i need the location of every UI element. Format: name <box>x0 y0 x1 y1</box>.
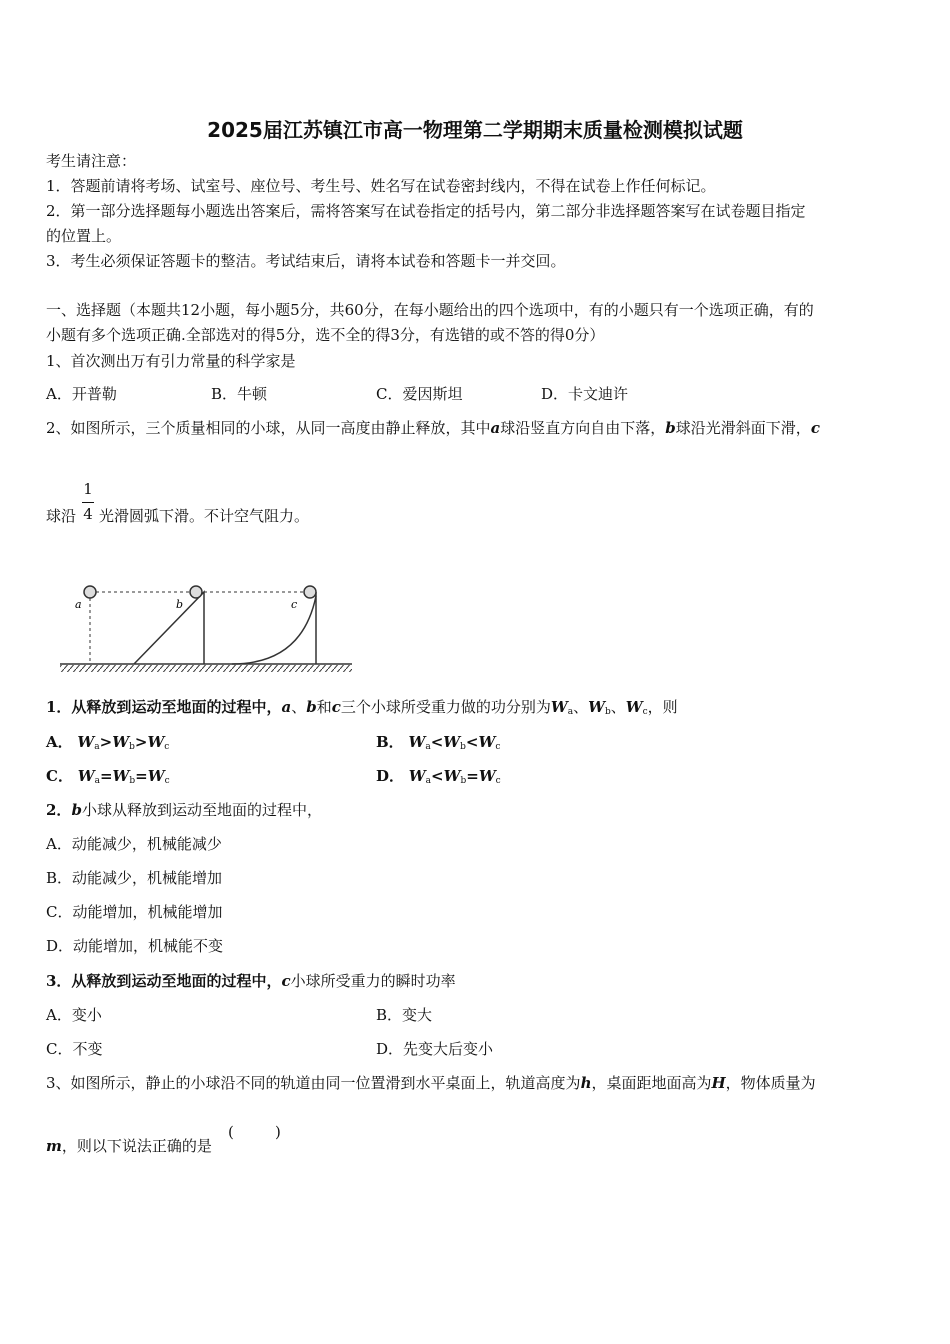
q2-sub2-option-d: D．动能增加，机械能不变 <box>46 937 224 955</box>
var-w: W <box>147 767 165 785</box>
q3-text-2: ，桌面距地面高为 <box>591 1074 712 1092</box>
ball-b <box>190 586 202 598</box>
var-b: b <box>665 419 676 437</box>
subscript: b <box>129 776 136 786</box>
notice-item-1: 1．答题前请将考场、试室号、座位号、考生号、姓名写在试卷密封线内，不得在试卷上作任何标记。 <box>46 177 716 195</box>
ball-c <box>304 586 316 598</box>
q3-stem-line2 <box>46 1136 212 1156</box>
fraction-numerator: 1 <box>83 480 93 498</box>
q2-stem-line2-prefix: 球沿 <box>46 507 77 525</box>
notice-item-3: 3．考生必须保证答题卡的整洁。考试结束后，请将本试卷和答题卡一并交回。 <box>46 252 566 270</box>
var-w: W <box>408 767 426 785</box>
var-w: W <box>112 733 130 751</box>
separator: 、 <box>610 698 626 716</box>
q2-sub3-option-a: A．变小 <box>46 1006 102 1024</box>
q1-option-c: C．爱因斯坦 <box>376 385 463 403</box>
separator: 、 <box>573 698 589 716</box>
q1-stem: 1、首次测出万有引力常量的科学家是 <box>46 352 296 370</box>
var-w: W <box>478 767 496 785</box>
operator: > <box>134 733 148 751</box>
q2-sub1-option-d <box>376 766 501 791</box>
var-b: b <box>306 698 317 716</box>
ball-a <box>84 586 96 598</box>
var-a: a <box>490 419 501 437</box>
q2-sub2-option-b: B．动能减少，机械能增加 <box>46 869 223 887</box>
subscript: a <box>425 742 431 752</box>
page-title: 2025届江苏镇江市高一物理第二学期期末质量检测模拟试题 <box>207 118 743 142</box>
var-big-h: H <box>711 1074 726 1092</box>
option-label: C． <box>46 767 73 785</box>
option-label: A． <box>46 733 73 751</box>
q3-text-1: 3、如图所示，静止的小球沿不同的轨道由同一位置滑到水平桌面上，轨道高度为 <box>46 1074 581 1092</box>
subscript: b <box>129 742 135 752</box>
fraction-bar <box>82 502 94 503</box>
option-label: D． <box>376 767 405 785</box>
operator: = <box>135 767 148 785</box>
var-w: W <box>443 733 461 751</box>
label-b: b <box>176 598 184 611</box>
q2-sub3-option-c: C．不变 <box>46 1040 103 1058</box>
var-w: W <box>77 733 95 751</box>
var-w: W <box>147 733 165 751</box>
notice-item-2-cont: 的位置上。 <box>46 227 122 245</box>
q2-sub3-text-1: 3．从释放到运动至地面的过程中， <box>46 972 282 990</box>
q2-sub1-option-c <box>46 766 170 791</box>
ground-hatch <box>60 665 352 672</box>
q2-sub1-text-3: ，则 <box>647 698 678 716</box>
var-w: W <box>550 698 568 716</box>
var-w: W <box>625 698 643 716</box>
q2-sub3-option-b: B．变大 <box>376 1006 433 1024</box>
operator: = <box>99 767 113 785</box>
q3-text-3: ，物体质量为 <box>725 1074 816 1092</box>
operator: < <box>431 767 444 785</box>
q2-sub1-stem <box>46 697 678 722</box>
q1-option-d: D．卡文迪许 <box>541 385 629 403</box>
var-w: W <box>112 767 130 785</box>
notice-heading: 考生请注意： <box>46 152 137 170</box>
var-w: W <box>443 767 461 785</box>
operator: > <box>99 733 113 751</box>
subscript: b <box>460 742 466 752</box>
operator: < <box>430 733 444 751</box>
q3-stem-line1 <box>46 1073 816 1093</box>
var-w: W <box>77 767 95 785</box>
subscript: a <box>425 776 432 786</box>
var-w: W <box>408 733 426 751</box>
subscript: a <box>567 707 574 717</box>
q2-sub2-option-c: C．动能增加，机械能增加 <box>46 903 223 921</box>
subscript: c <box>495 742 501 752</box>
operator: < <box>465 733 479 751</box>
q2-stem-line1 <box>46 418 820 438</box>
q2-sub2-stem <box>46 800 322 820</box>
notice-item-2: 2．第一部分选择题每小题选出答案后，需将答案写在试卷指定的括号内，第二部分非选择题答案写在试卷题目指定 <box>46 202 806 220</box>
q2-sub2-number: 2． <box>46 801 72 819</box>
q2-sub3-text-2: 小球所受重力的瞬时功率 <box>290 972 456 990</box>
section1-instructions-1: 一、选择题（本题共12小题，每小题5分，共60分，在每小题给出的四个选项中，有的小题只有一个选项正确，有的 <box>46 301 814 319</box>
q2-sub3-stem <box>46 971 456 991</box>
var-w: W <box>478 733 496 751</box>
var-c: c <box>331 698 341 716</box>
var-c: c <box>810 419 820 437</box>
subscript: a <box>94 776 100 786</box>
subscript: c <box>642 707 648 717</box>
q3-text-4: ，则以下说法正确的是 <box>61 1137 212 1155</box>
answer-paren-close: ) <box>275 1123 281 1141</box>
q2-stem-text-3: 球沿光滑斜面下滑， <box>675 419 811 437</box>
q2-sub2-text: 小球从释放到运动至地面的过程中， <box>81 801 322 819</box>
subscript: b <box>604 707 611 717</box>
var-c: c <box>281 972 291 990</box>
var-h: h <box>580 1074 592 1092</box>
answer-paren-open: ( <box>228 1123 234 1141</box>
fraction-denominator: 4 <box>83 505 93 523</box>
separator: 、 <box>291 698 307 716</box>
q2-sub2-option-a: A．动能减少，机械能减少 <box>46 835 222 853</box>
label-a: a <box>75 598 82 611</box>
conjunction: 和 <box>316 698 332 716</box>
q2-stem-text-2: 球沿竖直方向自由下落， <box>500 419 666 437</box>
incline-b <box>134 592 204 664</box>
subscript: c <box>164 776 170 786</box>
q2-sub1-option-a <box>46 732 169 757</box>
q1-option-a: A．开普勒 <box>46 385 117 403</box>
var-a: a <box>281 698 292 716</box>
q2-sub1-option-b <box>376 732 500 757</box>
subscript: b <box>460 776 467 786</box>
q2-sub1-text-1: 1．从释放到运动至地面的过程中， <box>46 698 282 716</box>
subscript: c <box>164 742 170 752</box>
q2-stem-text-1: 2、如图所示，三个质量相同的小球，从同一高度由静止释放，其中 <box>46 419 491 437</box>
label-c: c <box>291 598 298 611</box>
option-label: B． <box>376 733 404 751</box>
var-b: b <box>71 801 82 819</box>
section1-instructions-2: 小题有多个选项正确.全部选对的得5分，选不全的得3分，有选错的或不答的得0分） <box>46 326 605 344</box>
q2-sub1-text-2: 三个小球所受重力做的功分别为 <box>340 698 551 716</box>
arc-c <box>232 596 316 664</box>
operator: = <box>466 767 479 785</box>
subscript: c <box>495 776 501 786</box>
q2-stem-line2-suffix: 光滑圆弧下滑。不计空气阻力。 <box>99 507 310 525</box>
q1-option-b: B．牛顿 <box>211 385 268 403</box>
var-m: m <box>46 1137 62 1155</box>
q2-sub3-option-d: D．先变大后变小 <box>376 1040 494 1058</box>
subscript: a <box>94 742 100 752</box>
q2-figure <box>58 578 358 674</box>
var-w: W <box>588 698 605 716</box>
